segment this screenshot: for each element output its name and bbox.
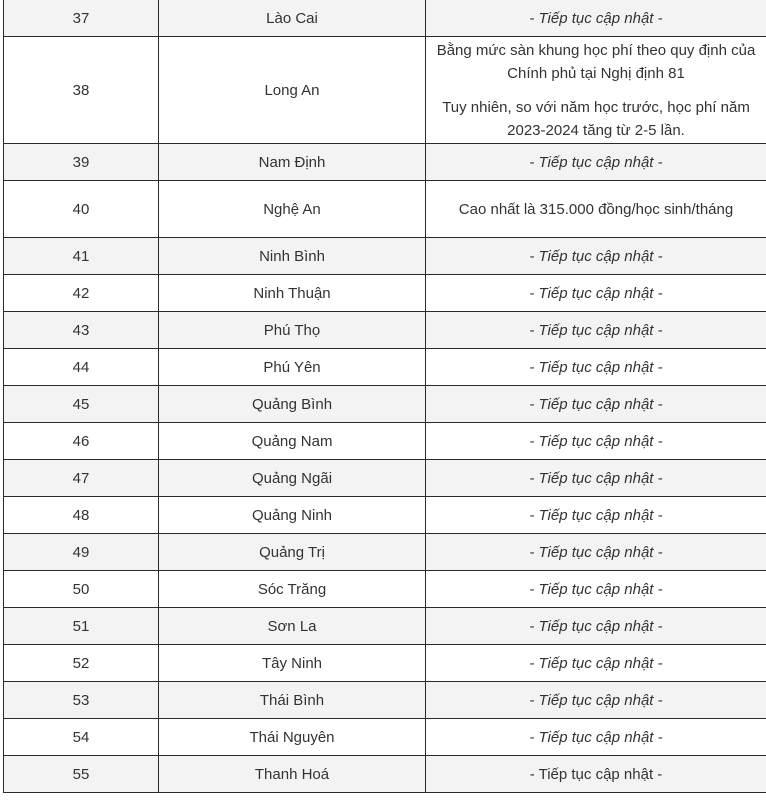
row-number-cell: 38 [4, 37, 159, 144]
tuition-fee-cell: - Tiếp tục cập nhật - [426, 756, 766, 793]
row-number-cell: 51 [4, 608, 159, 645]
row-number-cell: 52 [4, 645, 159, 682]
province-cell: Quảng Trị [159, 534, 426, 571]
tuition-fee-cell: - Tiếp tục cập nhật - [426, 682, 766, 719]
tuition-fee-cell: - Tiếp tục cập nhật - [426, 144, 766, 181]
row-number-cell: 53 [4, 682, 159, 719]
row-number-cell: 49 [4, 534, 159, 571]
row-number-cell: 45 [4, 386, 159, 423]
table-row [4, 37, 766, 144]
tuition-fee-cell: - Tiếp tục cập nhật - [426, 423, 766, 460]
province-cell: Ninh Bình [159, 238, 426, 275]
province-cell: Nghệ An [159, 181, 426, 238]
row-number-cell: 43 [4, 312, 159, 349]
province-cell: Thái Bình [159, 682, 426, 719]
tuition-fee-cell: - Tiếp tục cập nhật - [426, 571, 766, 608]
table-row [4, 497, 766, 534]
province-cell: Thái Nguyên [159, 719, 426, 756]
table-row [4, 756, 766, 793]
province-cell: Sơn La [159, 608, 426, 645]
tuition-fee-cell: - Tiếp tục cập nhật - [426, 645, 766, 682]
tuition-fee-cell: - Tiếp tục cập nhật - [426, 0, 766, 37]
row-number-cell: 37 [4, 0, 159, 37]
row-number-cell: 42 [4, 275, 159, 312]
table-row [4, 0, 766, 37]
table-row [4, 645, 766, 682]
row-number-cell: 50 [4, 571, 159, 608]
province-cell: Phú Yên [159, 349, 426, 386]
table-row [4, 460, 766, 497]
table-row [4, 386, 766, 423]
province-cell: Ninh Thuận [159, 275, 426, 312]
row-number-cell: 44 [4, 349, 159, 386]
tuition-fee-cell: - Tiếp tục cập nhật - [426, 497, 766, 534]
tuition-fee-cell: - Tiếp tục cập nhật - [426, 312, 766, 349]
row-number-cell: 39 [4, 144, 159, 181]
table-row [4, 181, 766, 238]
province-cell: Phú Thọ [159, 312, 426, 349]
province-cell: Quảng Ninh [159, 497, 426, 534]
province-cell: Long An [159, 37, 426, 144]
table-row [4, 238, 766, 275]
province-cell: Quảng Nam [159, 423, 426, 460]
tuition-fee-cell: Cao nhất là 315.000 đồng/học sinh/tháng [426, 181, 766, 238]
table-row [4, 682, 766, 719]
row-number-cell: 40 [4, 181, 159, 238]
province-cell: Quảng Bình [159, 386, 426, 423]
row-number-cell: 48 [4, 497, 159, 534]
row-number-cell: 46 [4, 423, 159, 460]
province-cell: Thanh Hoá [159, 756, 426, 793]
table-row [4, 275, 766, 312]
table-row [4, 571, 766, 608]
tuition-fee-cell: - Tiếp tục cập nhật - [426, 349, 766, 386]
table-row [4, 608, 766, 645]
tuition-fee-table [3, 0, 766, 793]
row-number-cell: 55 [4, 756, 159, 793]
province-cell: Nam Định [159, 144, 426, 181]
tuition-fee-cell: - Tiếp tục cập nhật - [426, 275, 766, 312]
table-row [4, 312, 766, 349]
tuition-fee-cell: - Tiếp tục cập nhật - [426, 608, 766, 645]
tuition-fee-cell: - Tiếp tục cập nhật - [426, 719, 766, 756]
tuition-fee-cell: - Tiếp tục cập nhật - [426, 534, 766, 571]
row-number-cell: 54 [4, 719, 159, 756]
province-cell: Lào Cai [159, 0, 426, 37]
province-cell: Quảng Ngãi [159, 460, 426, 497]
tuition-fee-cell [426, 37, 766, 144]
row-number-cell: 47 [4, 460, 159, 497]
tuition-fee-cell: - Tiếp tục cập nhật - [426, 238, 766, 275]
province-cell: Sóc Trăng [159, 571, 426, 608]
table-row [4, 423, 766, 460]
fee-paragraph: Tuy nhiên, so với năm học trước, học phí năm 2023-2024 tăng từ 2-5 lần. [442, 98, 750, 139]
table-row [4, 719, 766, 756]
tuition-fee-cell: - Tiếp tục cập nhật - [426, 386, 766, 423]
table-row [4, 144, 766, 181]
row-number-cell: 41 [4, 238, 159, 275]
province-cell: Tây Ninh [159, 645, 426, 682]
table-row [4, 349, 766, 386]
table-body [4, 0, 766, 793]
fee-paragraph: Bằng mức sàn khung học phí theo quy định của Chính phủ tại Nghị định 81 [436, 41, 756, 82]
tuition-fee-cell: - Tiếp tục cập nhật - [426, 460, 766, 497]
table-row [4, 534, 766, 571]
